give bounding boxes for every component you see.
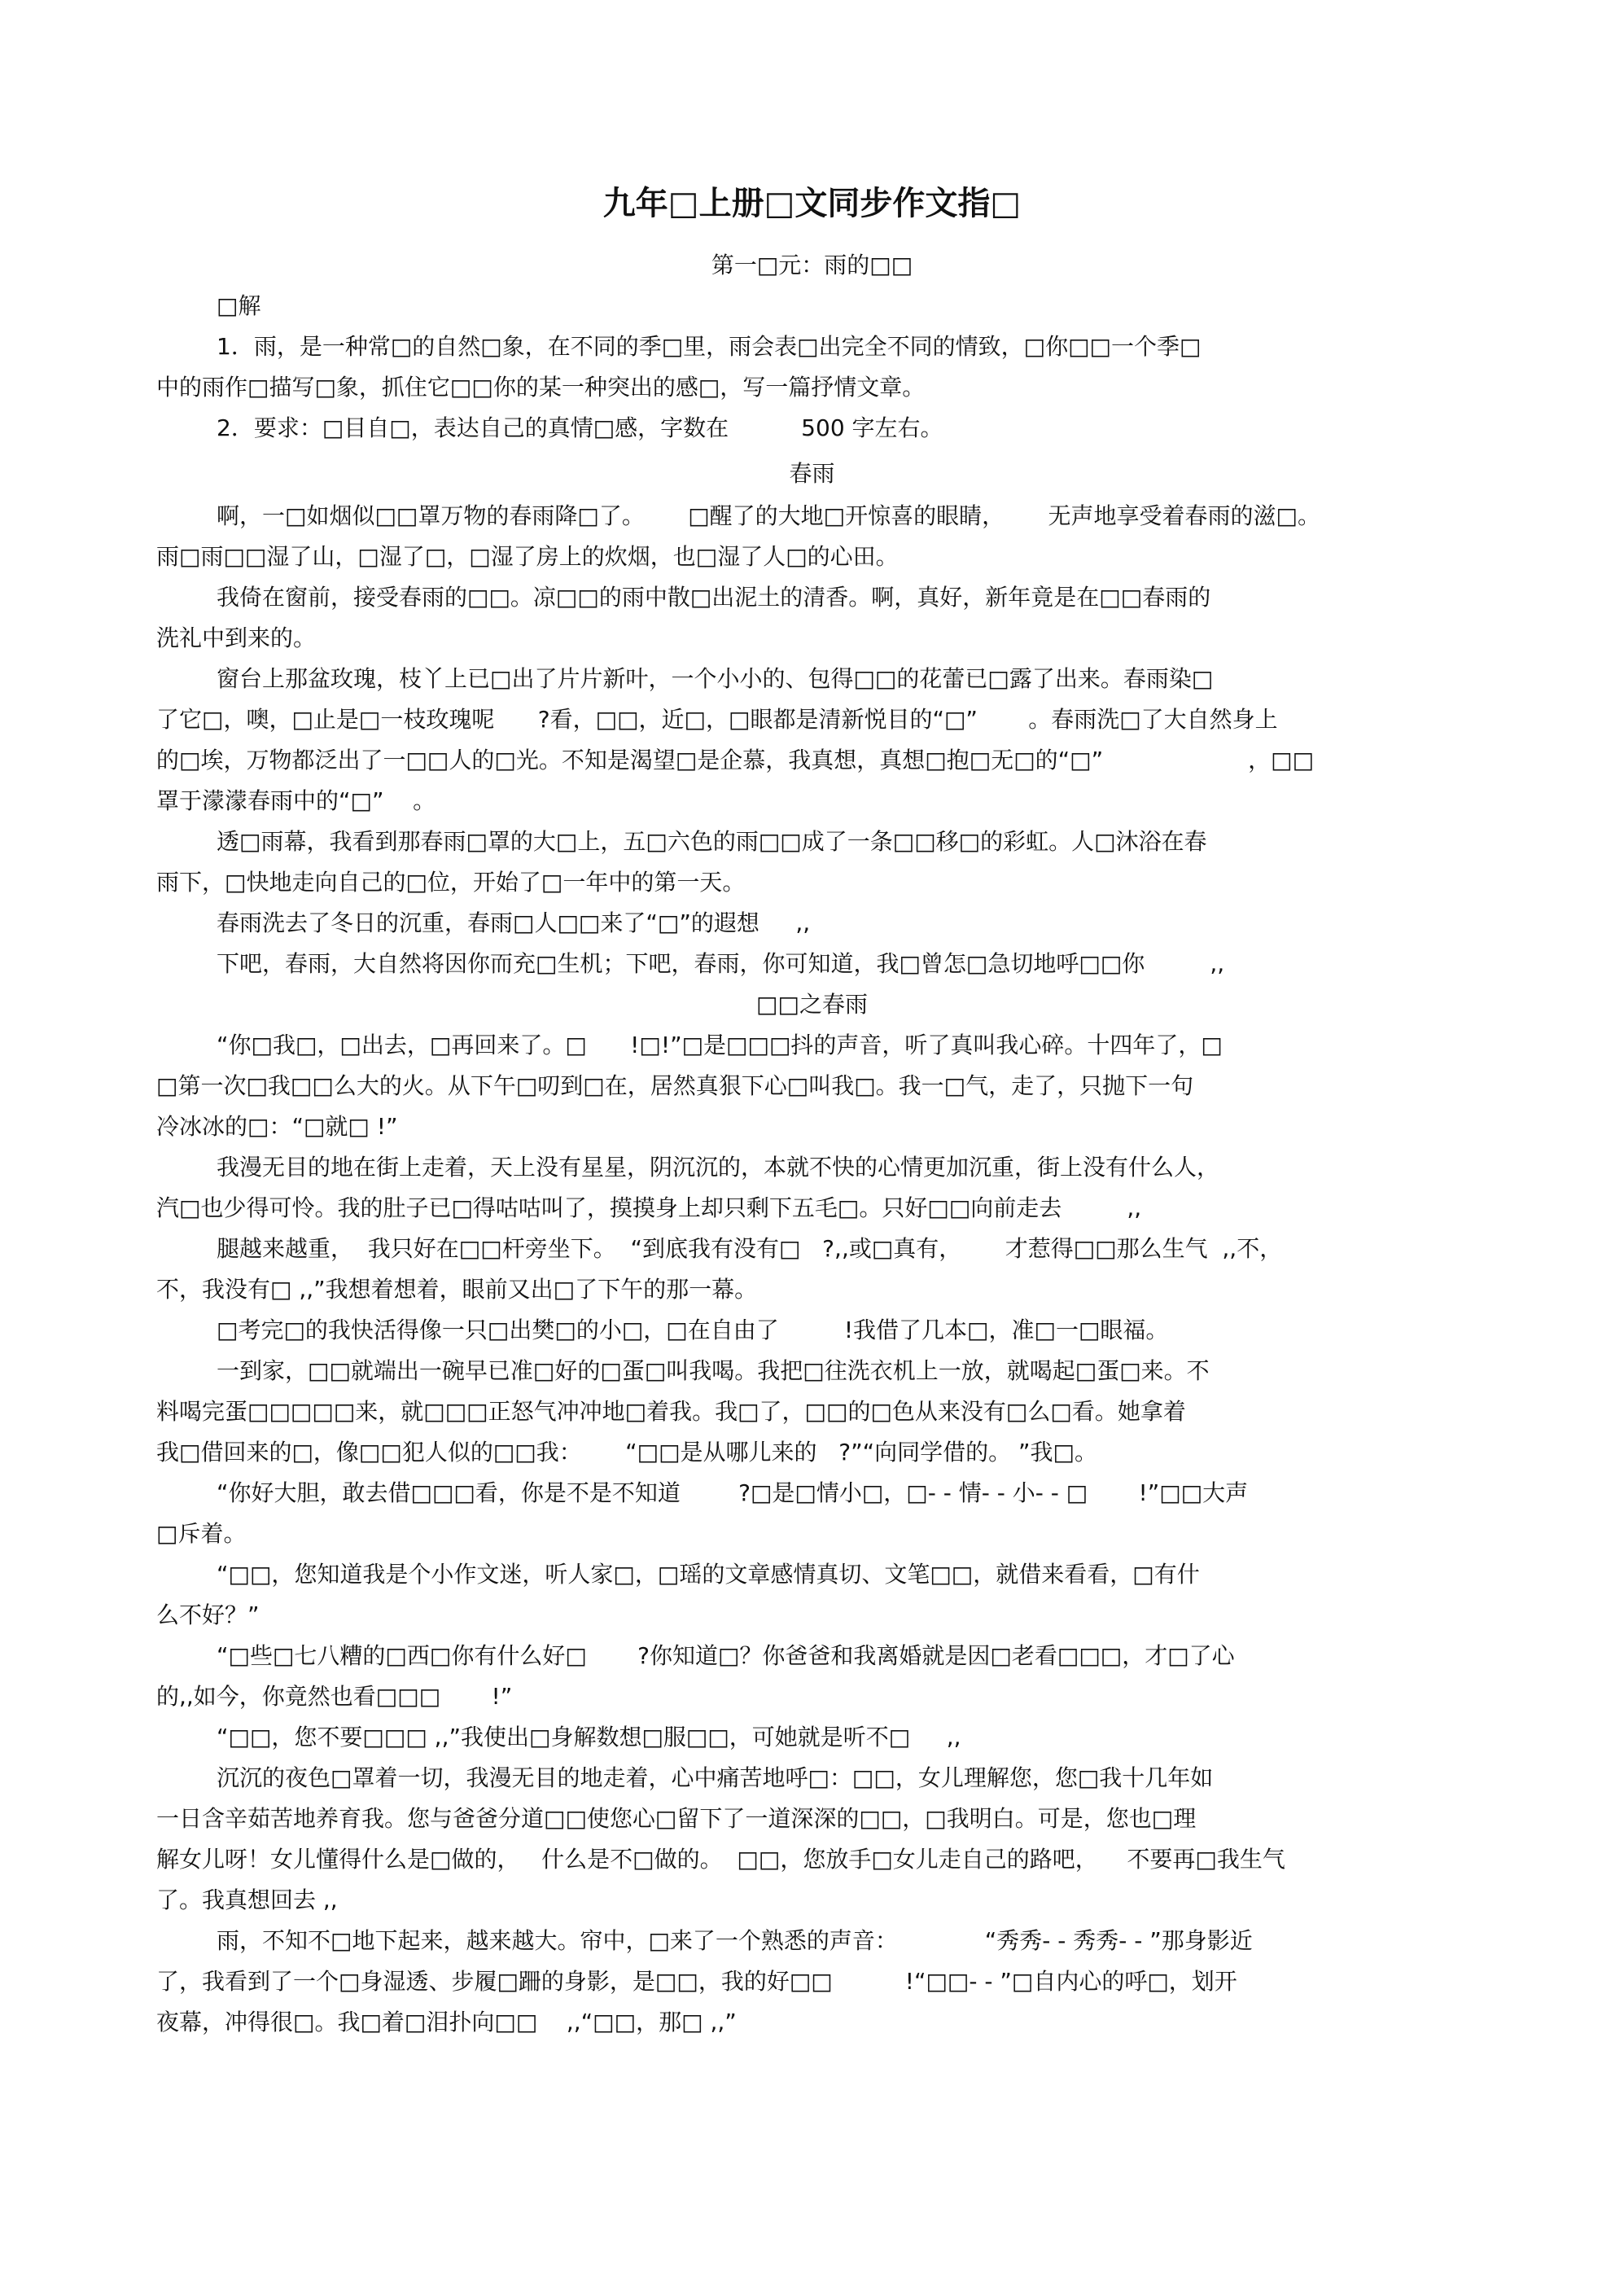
essay2-para3-line2: 不，我没有□ ,,”我想着想着，眼前又出□了下午的那一幕。: [156, 1276, 758, 1303]
essay2-para8-line1: “□些□七八糟的□西□你有什么好□ ?你知道□？你爸爸和我离婚就是因□老看□□□，才□了心: [217, 1642, 1235, 1669]
essay2-para8-line2: 的,,如今，你竟然也看□□□ !”: [156, 1683, 513, 1710]
page-title: 九年□上册□文同步作文指□: [602, 185, 1022, 222]
essay1-para4-line1: 透□雨幕，我看到那春雨□罩的大□上，五□六色的雨□□成了一条□□移□的彩虹。人□沐浴在春: [217, 828, 1207, 855]
essay1-para1-line2: 雨□雨□□湿了山，□湿了□，□湿了房上的炊烟，也□湿了人□的心田。: [156, 543, 899, 570]
essay2-para7-line1: “□□，您知道我是个小作文迷，听人家□，□瑶的文章感情真切、文笔□□，就借来看看，□有什: [217, 1561, 1200, 1588]
essay1-para2-line2: 洗礼中到来的。: [156, 624, 317, 651]
essay1-para1-line1: 啊，一□如烟似□□罩万物的春雨降□了。 □醒了的大地□开惊喜的眼睛， 无声地享受着春雨的滋□。: [217, 502, 1320, 529]
unit-title: 第一□元：雨的□□: [711, 252, 913, 278]
essay2-title: □□之春雨: [756, 991, 868, 1018]
essay1-para3-line4: 罩于濛濛春雨中的“□” 。: [156, 787, 436, 814]
essay2-para10-line4: 了。我真想回去 ,,: [156, 1886, 338, 1913]
essay2-para5-line3: 我□借回来的□，像□□犯人似的□□我： “□□是从哪儿来的 ?”“向同学借的。 ”我□。: [156, 1439, 1097, 1466]
essay2-para2-line1: 我漫无目的地在街上走着，天上没有星星，阴沉沉的，本就不快的心情更加沉重，街上没有什么人，: [217, 1154, 1220, 1181]
essay2-para11-line2: 了，我看到了一个□身湿透、步履□跚的身影，是□□，我的好□□ !“□□- - ”□自内心的呼□，划开: [156, 1968, 1237, 1995]
essay2-para4: □考完□的我快活得像一只□出樊□的小□，□在自由了 !我借了几本□，准□一□眼福。: [217, 1317, 1169, 1343]
essay1-para3-line2: 了它□，噢，□止是□一枝玫瑰呢 ?看，□□，近□，□眼都是清新悦目的“□” 。春雨洗□了大自然身上: [156, 706, 1278, 733]
heading-jie: □解: [217, 292, 261, 319]
essay2-para7-line2: 么不好？”: [156, 1602, 260, 1628]
essay2-para10-line2: 一日含辛茹苦地养育我。您与爸爸分道□□使您心□留下了一道深深的□□，□我明白。可是，您也□理: [156, 1805, 1197, 1832]
essay1-para2-line1: 我倚在窗前，接受春雨的□□。凉□□的雨中散□出泥土的清香。啊，真好，新年竟是在□□春雨的: [217, 584, 1211, 611]
essay2-para9: “□□，您不要□□□ ,,”我使出□身解数想□服□□，可她就是听不□ ,,: [217, 1724, 961, 1750]
essay1-para3-line1: 窗台上那盆玫瑰，枝丫上已□出了片片新叶，一个小小的、包得□□的花蕾已□露了出来。春雨染□: [217, 665, 1214, 692]
essay2-para3-line1: 腿越来越重， 我只好在□□杆旁坐下。 “到底我有没有□ ?,,或□真有， 才惹得□□那么生气 ,,不，: [217, 1235, 1283, 1262]
essay1-title: 春雨: [789, 460, 835, 487]
essay1-para3-line3: 的□埃，万物都泛出了一□□人的□光。不知是渴望□是企慕，我真想，真想□抱□无□的“□” ，□□: [156, 747, 1315, 773]
essay2-para5-line2: 料喝完蛋□□□□□来，就□□□正怒气冲冲地□着我。我□了，□□的□色从来没有□么□看。她拿着: [156, 1398, 1186, 1425]
essay2-para1-line3: 冷冰冰的□：“□就□ !”: [156, 1113, 398, 1140]
item1-line1: 1．雨，是一种常□的自然□象，在不同的季□里，雨会表□出完全不同的情致，□你□□一个季□: [217, 333, 1202, 360]
essay1-para4-line2: 雨下，□快地走向自己的□位，开始了□一年中的第一天。: [156, 869, 746, 896]
essay2-para10-line3: 解女儿呀！女儿懂得什么是□做的， 什么是不□做的。 □□，您放手□女儿走自己的路吧， 不要再□我生气: [156, 1846, 1285, 1873]
essay2-para5-line1: 一到家，□□就端出一碗早已准□好的□蛋□叫我喝。我把□往洗衣机上一放，就喝起□蛋□来。不: [217, 1357, 1210, 1384]
essay2-para2-line2: 汽□也少得可怜。我的肚子已□得咕咕叫了，摸摸身上却只剩下五毛□。只好□□向前走去 ,,: [156, 1194, 1142, 1221]
essay2-para1-line1: “你□我□，□出去，□再回来了。□ !□!”□是□□□抖的声音，听了真叫我心碎。十四年了，□: [217, 1032, 1223, 1058]
essay1-para5: 春雨洗去了冬日的沉重，春雨□人□□来了“□”的遐想 ,,: [217, 909, 811, 936]
essay2-para11-line3: 夜幕，冲得很□。我□着□泪扑向□□ ,,“□□，那□ ,,”: [156, 2009, 737, 2035]
essay2-para10-line1: 沉沉的夜色□罩着一切，我漫无目的地走着，心中痛苦地呼□：□□，女儿理解您，您□我十几年如: [217, 1764, 1214, 1791]
essay2-para6-line1: “你好大胆，敢去借□□□看，你是不是不知道 ?□是□情小□，□- - 情- - 小- - □ !”□□大声: [217, 1479, 1249, 1506]
essay2-para1-line2: □第一次□我□□么大的火。从下午□叨到□在，居然真狠下心□叫我□。我一□气，走了，只抛下一句: [156, 1072, 1194, 1099]
essay2-para11-line1: 雨，不知不□地下起来，越来越大。帘中，□来了一个熟悉的声音： “秀秀- - 秀秀- - ”那身影近: [217, 1927, 1253, 1954]
essay1-para6: 下吧，春雨，大自然将因你而充□生机；下吧，春雨，你可知道，我□曾怎□急切地呼□□你 ,,: [217, 950, 1225, 977]
item1-line2: 中的雨作□描写□象，抓住它□□你的某一种突出的感□，写一篇抒情文章。: [156, 374, 926, 401]
item2-line: 2．要求：□目自□，表达自己的真情□感，字数在 500 字左右。: [217, 414, 943, 441]
essay2-para6-line2: □斥着。: [156, 1520, 247, 1547]
